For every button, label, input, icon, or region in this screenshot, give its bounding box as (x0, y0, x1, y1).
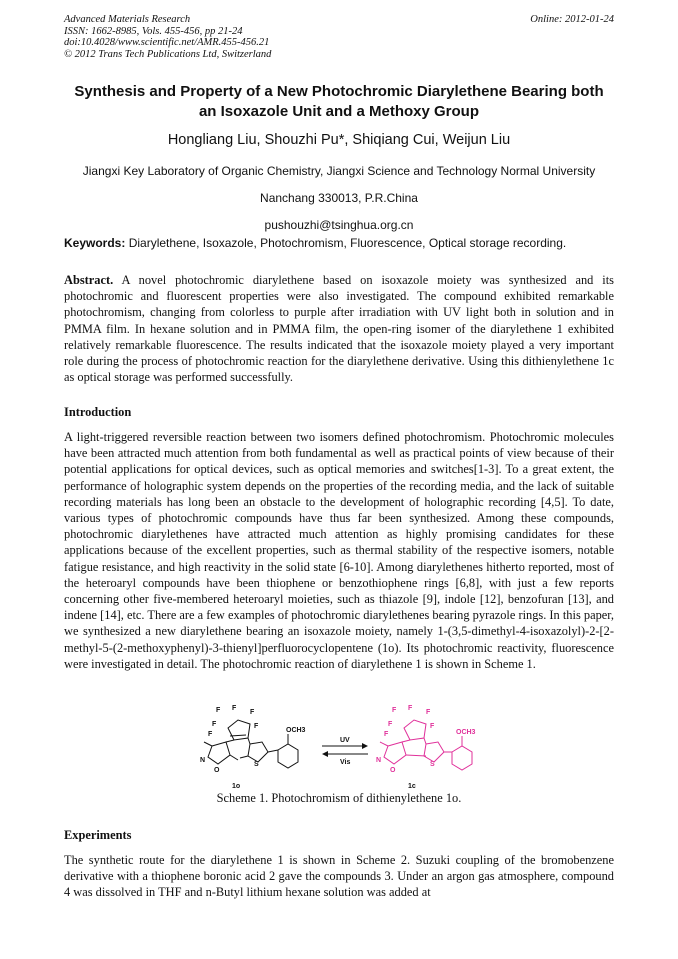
introduction-heading: Introduction (64, 405, 132, 419)
online-date: Online: 2012-01-24 (530, 14, 614, 25)
closed-isomer-1c (380, 720, 472, 770)
f-label: F (392, 707, 397, 714)
email-line: pushouzhi@tsinghua.org.cn (264, 218, 414, 232)
methoxy-label: OCH3 (286, 727, 306, 734)
methoxy-label: OCH3 (456, 729, 476, 736)
keywords-label: Keywords: (64, 236, 126, 250)
city-line: Nanchang 330013, P.R.China (260, 191, 418, 205)
journal-name: Advanced Materials Research (64, 14, 191, 25)
thiophene-ring (424, 742, 444, 762)
affiliation-block (64, 158, 614, 239)
f-label: F (250, 709, 255, 716)
journal-header (64, 14, 271, 60)
open-isomer-label: 1o (232, 783, 241, 790)
double-bond (230, 735, 246, 736)
paper-title: Synthesis and Property of a New Photochromic Diarylethene Bearing both an Isoxazole Unit and a Methoxy Group (74, 83, 604, 120)
f-label: F (216, 707, 221, 714)
f-label: F (384, 731, 389, 738)
scheme-1-figure (190, 700, 480, 792)
open-isomer-1o (204, 720, 298, 768)
o-label: O (390, 767, 396, 774)
abstract-label: Abstract. (64, 273, 114, 287)
f-label: F (426, 709, 431, 716)
photochromic-arrows (322, 743, 368, 757)
f-label: F (232, 705, 237, 712)
abstract-text: A novel photochromic diarylethene based on isoxazole moiety was synthesized and its photochromic and fluorescent properties were also investigated. The compound exhibited remarkable photochromism, changing from colorless to purple after irradiation with UV light both in solution and in PMMA film. In hexane solution and in PMMA film, the open-ring isomer of the diarylethene 1 exhibited relatively remarkable fluorescence. The results indicated that the isoxazole moiety played a very important role during the process of photochromic reaction for the diarylethene derivative. Using this dithienylethene 1c as optical storage was performed successfully. (64, 273, 614, 385)
uv-label: UV (340, 737, 350, 744)
thiophene-ring (248, 742, 268, 762)
introduction-text: A light-triggered reversible reaction between two isomers defined photochromism. Photochromic molecules have been attracted much attention from both fundamental as well as practical points of view because of their potential applications for optical devices, such as optical memories and switches[1-3]. To a great extent, the performance of holographic system depends on the properties of the recording media, and the lack of suitable recording materials has long been an obstacle to the development of holographic recording [4,5]. To date, various types of photochromic compounds have thus far been synthesized. Among these compounds, photochromic diarylethenes have attracted much attention as highly promising candidates for these applications because of the excellent properties, such as thermal stability of the respective isomers, notable fatigue resistance, and high reactivity in the solid state [6-10]. Among diarylethenes hitherto reported, most of the heteroaryl compounds have been thiophene or benzothiophene rings [6,8], with just a few reports concerning other five-membered heteroaryl moieties, such as thiazole [9], indole [12], benzofuran [13], and indene [14], etc. There are a few examples of photochromic diarylethenes bearing pyrazole rings. In this paper, we synthesized a new diarylethene bearing an isoxazole moiety, namely 1-(3,5-dimethyl-4-isoxazolyl)-2-[2-methyl-5-(2-methoxyphenyl)-3-thienyl]perfluorocyclopentene (1o). Its photochromic reactivity, fluorescence were investigated in detail. The photochromic reaction of diarylethene 1 is shown in Scheme 1. (64, 430, 614, 671)
f-label: F (212, 721, 217, 728)
cyclopentene-ring (228, 720, 250, 740)
author-list: Hongliang Liu, Shouzhi Pu*, Shiqiang Cui, Weijun Liu (167, 132, 511, 148)
issn-line: ISSN: 1662-8985, Vols. 455-456, pp 21-24 (64, 25, 243, 37)
cyclopentene-ring (404, 720, 426, 740)
f-label: F (388, 721, 393, 728)
s-label: S (430, 761, 435, 768)
f-label: F (408, 705, 413, 712)
closed-isomer-label: 1c (408, 783, 416, 790)
n-label: N (376, 757, 382, 764)
doi-line: doi:10.4028/www.scientific.net/AMR.455-456.21 (64, 37, 270, 48)
phenyl-ring (278, 744, 298, 768)
copyright-line: © 2012 Trans Tech Publications Ltd, Switzerland (64, 48, 272, 60)
f-label: F (430, 723, 435, 730)
scheme-1-caption: Scheme 1. Photochromism of dithienylethene 1o. (216, 791, 462, 805)
n-label: N (200, 757, 206, 764)
keywords-text: Diarylethene, Isoxazole, Photochromism, Fluorescence, Optical storage recording. (128, 236, 567, 250)
phenyl-ring (452, 746, 472, 770)
o-label: O (214, 767, 220, 774)
experiments-heading: Experiments (64, 828, 132, 842)
experiments-text: The synthetic route for the diarylethene 1 is shown in Scheme 2. Suzuki coupling of the bromobenzene derivative with a thiophene boronic acid 2 gave the compounds 3. Under an argon gas atmosphere, compound 4 was dissolved in THF and n-Butyl lithium hexane solution was added at (64, 853, 614, 900)
affiliation-line: Jiangxi Key Laboratory of Organic Chemistry, Jiangxi Science and Technology Normal University (82, 164, 596, 178)
f-label: F (208, 731, 213, 738)
abstract (64, 272, 614, 385)
vis-label: Vis (340, 759, 351, 766)
keywords (64, 236, 614, 250)
f-label: F (254, 723, 259, 730)
s-label: S (254, 761, 259, 768)
